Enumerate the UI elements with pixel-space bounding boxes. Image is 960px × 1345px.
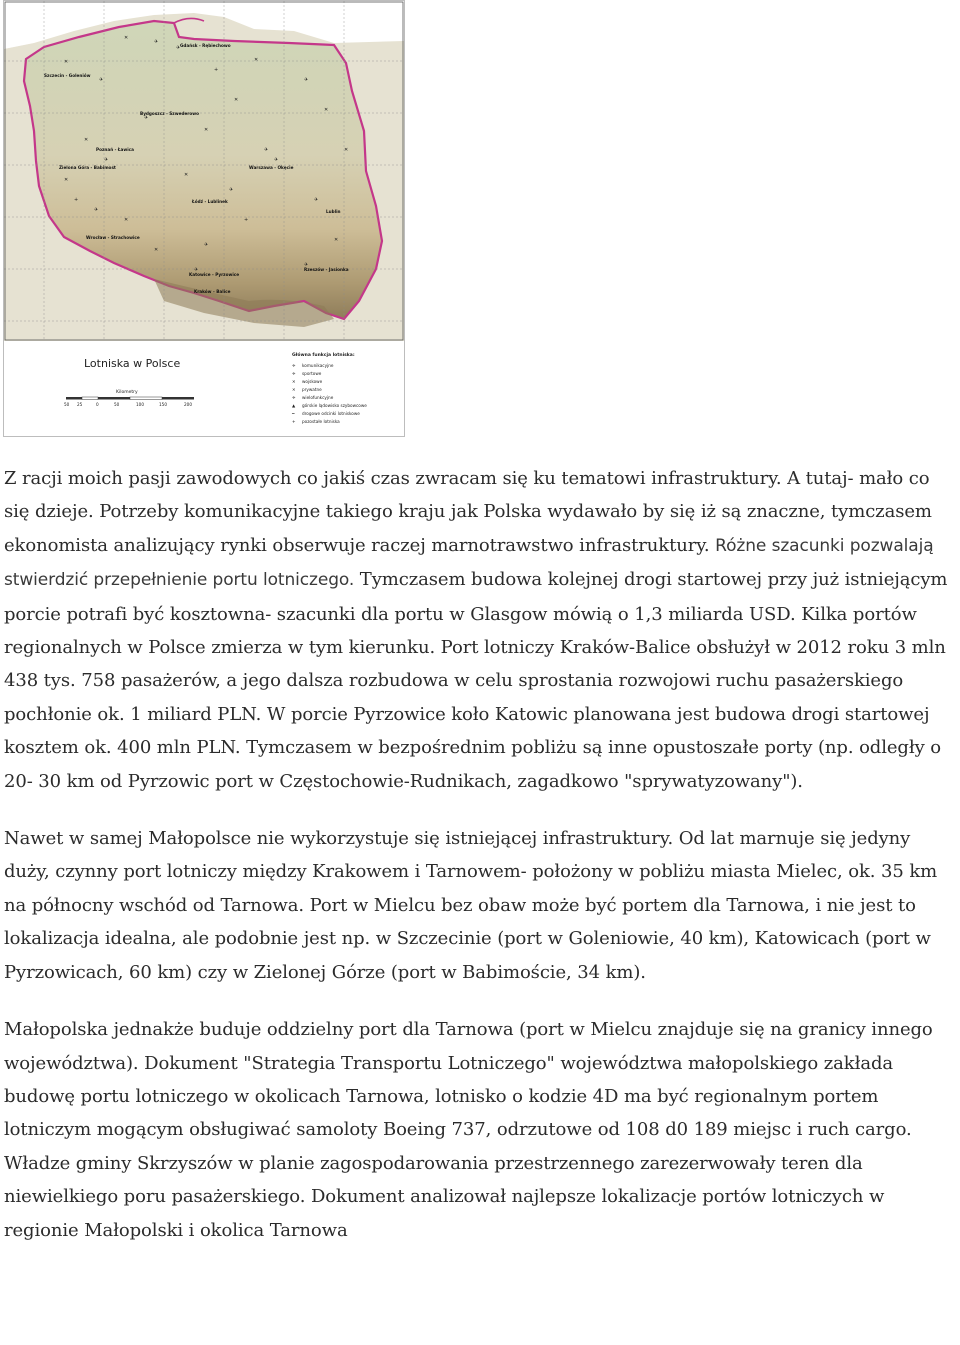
city-label: Rzeszów - Jasionka [304,267,349,272]
legend-title: Główna funkcja lotniska: [292,353,355,358]
svg-text:✈: ✈ [176,45,181,51]
scale-ticks [64,402,192,407]
city-label: Bydgoszcz - Szwederowo [140,111,199,116]
svg-text:✕: ✕ [324,107,329,113]
scale-tick: 100 [136,402,144,407]
svg-text:✕: ✕ [184,172,189,178]
svg-text:✈: ✈ [304,77,309,83]
article-body [4,462,958,1247]
svg-text:✈: ✈ [264,147,269,153]
legend-item: drogowe odcinki lotniskowe [302,411,360,416]
city-label: Kraków - Balice [194,289,231,294]
paragraph-text: Nawet w samej Małopolsce nie wykorzystuje się istniejącej infrastruktury. Od lat marnuje się jedyny duży, czynny port lotniczy między Krakowem i Tarnowem- położony w pobliżu miasta Mielec, ok. 35 km na północny wschód od Tarnowa. Port w Mielcu bez obaw może być portem dla Tarnowa, i nie jest to lokalizacja idealna, ale podobnie jest np. w Szczecinie (port w Goleniowie, 40 km), Katowicach (port w Pyrzowicach, 60 km) czy w Zielonej Górze (port w Babimoście, 34 km). [4,828,938,983]
airports-map [3,0,405,437]
svg-text:✕: ✕ [334,237,339,243]
svg-text:✈: ✈ [204,242,209,248]
svg-text:✕: ✕ [64,59,69,65]
legend-item: wielofunkcyjne [302,395,334,400]
svg-text:✈: ✈ [304,262,309,268]
paragraph-text-highlight: Różne szacunki pozwalają stwierdzić przepełnienie portu lotniczego. [4,535,934,591]
scale-tick: 0 [96,402,99,407]
city-label: Poznań - Ławica [96,147,134,152]
svg-text:▲: ▲ [292,403,296,408]
svg-text:+: + [244,217,249,223]
svg-text:✈: ✈ [154,39,159,45]
svg-text:✈: ✈ [292,395,296,400]
city-label: Łódź - Lublinek [192,199,228,204]
svg-text:✕: ✕ [84,137,89,143]
legend-item: górskie lądowisko szybowcowe [302,403,367,408]
svg-text:✈: ✈ [292,363,296,368]
map-title: Lotniska w Polsce [84,357,181,370]
svg-text:✈: ✈ [314,197,319,203]
svg-text:✈: ✈ [99,77,104,83]
svg-text:✈: ✈ [229,187,234,193]
svg-text:+: + [214,67,219,73]
paragraph-text: Z racji moich pasji zawodowych co jakiś czas zwracam się ku tematowi infrastruktury. A tutaj- mało co się dzieje. Potrzeby komunikacyjne takiego kraju jak Polska wydawało by się iż są znaczne, tymczasem ekonomista analizujący rynki obserwuje raczej marnotrawstwo infrastruktury. [4,468,932,556]
scale-tick: 50 [64,402,70,407]
city-label: Wrocław - Strachowice [86,235,140,240]
city-label: Gdańsk - Rębiechowo [180,43,231,48]
scale-label: Kilometry [116,390,138,395]
map-legend [64,351,367,424]
svg-text:✕: ✕ [124,35,129,41]
scale-tick: 50 [114,402,120,407]
scale-bar [66,397,194,400]
scale-tick: 150 [159,402,167,407]
svg-text:✕: ✕ [234,97,239,103]
svg-text:✈: ✈ [94,207,99,213]
city-label: Katowice - Pyrzowice [189,272,240,277]
scale-tick: 200 [184,402,192,407]
svg-text:✕: ✕ [124,217,129,223]
city-label: Szczecin - Goleniów [44,73,91,78]
svg-text:✕: ✕ [344,147,349,153]
svg-text:✈: ✈ [144,115,149,121]
svg-text:+: + [74,197,79,203]
svg-text:✕: ✕ [292,387,296,392]
paragraph-3 [4,1013,958,1247]
svg-text:✕: ✕ [292,379,296,384]
legend-item: pozostałe lotniska [302,419,340,424]
legend-item: wojskowe [302,379,323,384]
city-label: Lublin [326,209,341,214]
paragraph-text: Tymczasem budowa kolejnej drogi startowej przy już istniejącym porcie potrafi być kosztowna- szacunki dla portu w Glasgow mówią o 1,3 miliarda USD. Kilka portów regionalnych w Polsce zmierza w tym kierunku. Port lotniczy Kraków-Balice obsłużył w 2012 roku 3 mln 438 tys. 758 pasażerów, a jego dalsza rozbudowa w celu sprostania rozwojowi ruchu pasażerskiego pochłonie ok. 1 miliard PLN. W porcie Pyrzowice koło Katowic planowana jest budowa drogi startowej kosztem ok. 400 mln PLN. Tymczasem w bezpośrednim pobliżu są inne opustoszałe porty (np. odległy o 20- 30 km od Pyrzowic port w Częstochowie-Rudnikach, zagadkowo "sprywatyzowany"). [4,569,948,792]
svg-text:✈: ✈ [104,157,109,163]
legend-item: komunikacyjne [302,363,334,368]
svg-text:═: ═ [292,411,295,416]
city-label: Zielona Góra - Babimost [59,165,116,170]
legend-item: sportowe [302,371,322,376]
svg-text:✕: ✕ [64,177,69,183]
svg-text:✕: ✕ [204,127,209,133]
svg-text:✈: ✈ [292,371,296,376]
svg-text:✕: ✕ [154,247,159,253]
svg-text:✈: ✈ [274,157,279,163]
scale-tick: 25 [77,402,83,407]
svg-text:+: + [292,419,296,424]
paragraph-1 [4,462,958,798]
paragraph-text: Małopolska jednakże buduje oddzielny port dla Tarnowa (port w Mielcu znajduje się na granicy innego województwa). Dokument "Strategia Transportu Lotniczego" województwa małopolskiego zakłada budowę portu lotniczego w okolicach Tarnowa, lotnisko o kodzie 4D ma być regionalnym portem lotniczym mogącym obsługiwać samoloty Boeing 737, odrzutowe od 108 d0 189 miejsc i ruch cargo. Władze gminy Skrzyszów w planie zagospodarowania przestrzennego zarezerwowały teren dla niewielkiego poru pasażerskiego. Dokument analizował najlepsze lokalizacje portów lotniczych w regionie Małopolski i okolica Tarnowa [4,1019,933,1241]
svg-text:✕: ✕ [254,57,259,63]
legend-item: prywatne [302,387,322,392]
svg-text:✈: ✈ [194,267,199,273]
paragraph-2 [4,822,958,989]
city-label: Warszawa - Okęcie [249,165,294,170]
